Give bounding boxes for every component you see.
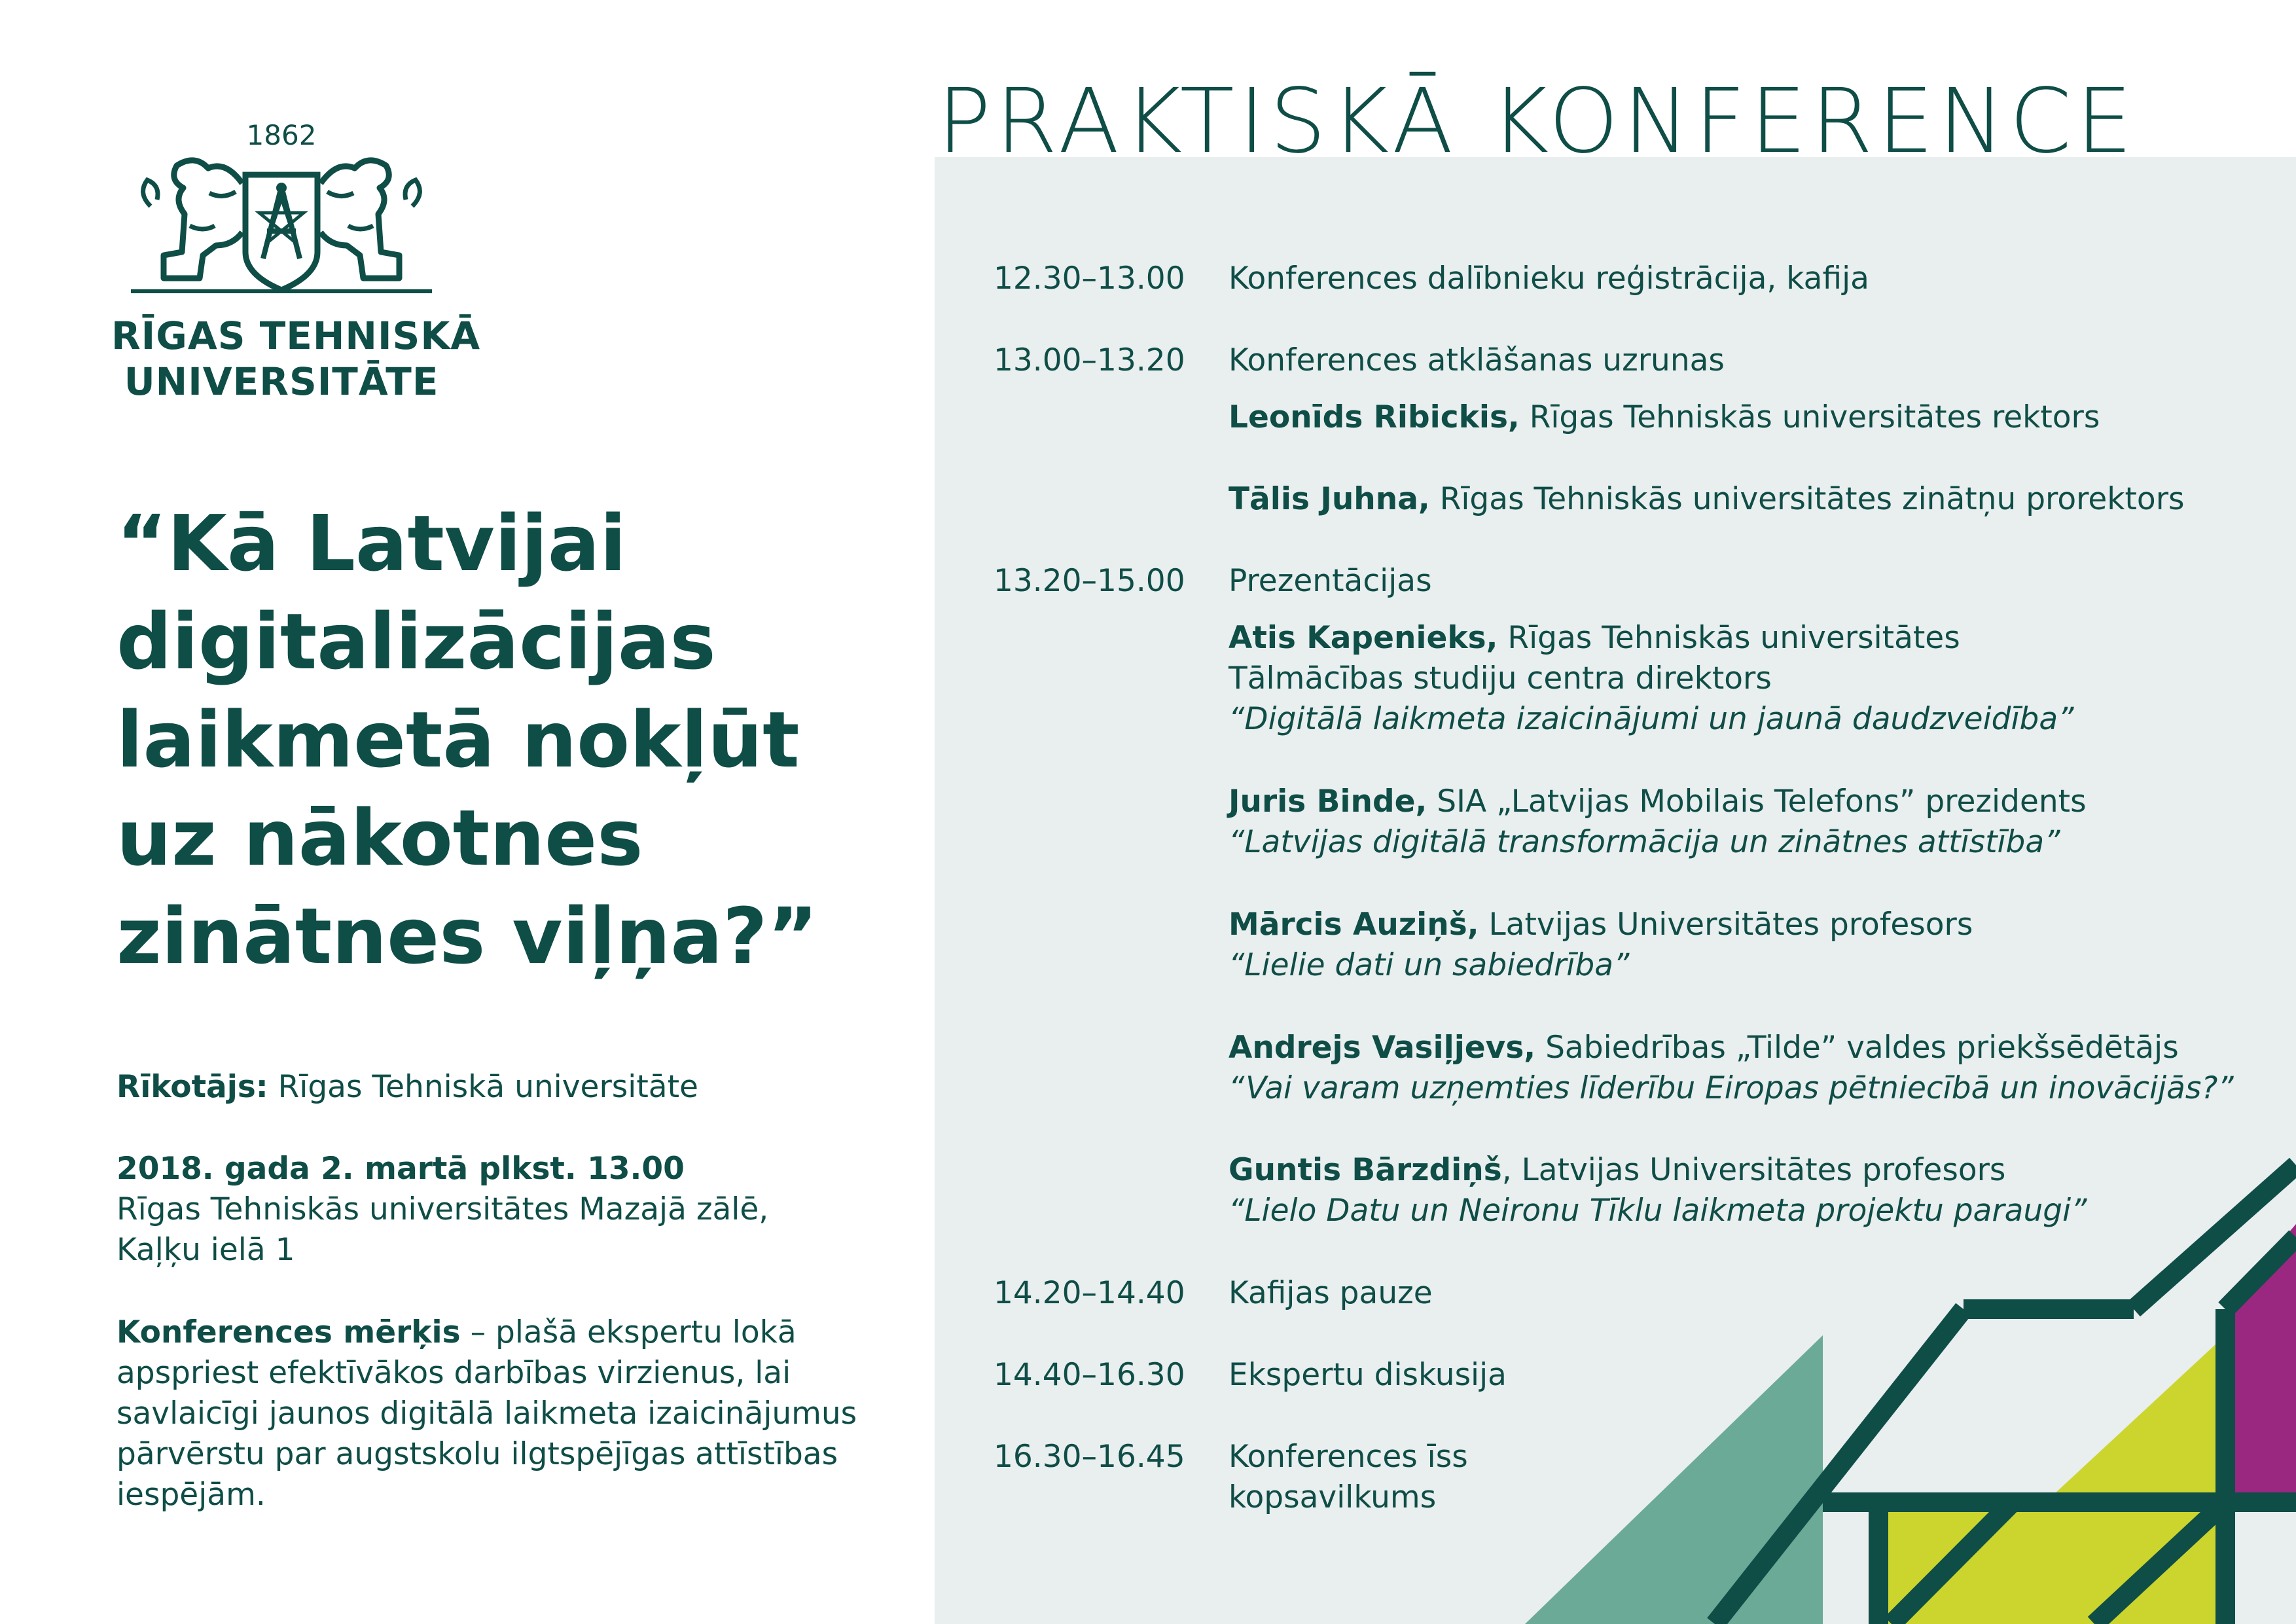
agenda-item: Kafijas pauze: [1229, 1275, 1433, 1311]
presenter-role: Tālmācības studiju centra direktors: [1229, 660, 1772, 696]
page-title: PRAKTISKĀ KONFERENCE: [937, 70, 2137, 173]
goal-label: Konferences mērķis: [117, 1314, 461, 1350]
agenda-item-line: kopsavilkums: [1229, 1479, 1437, 1515]
organizer-label: Rīkotājs:: [117, 1069, 268, 1105]
university-name-line1: RĪGAS TEHNISKĀ: [111, 314, 481, 358]
university-name: [111, 314, 481, 405]
goal-text: apspriest efektīvākos darbības virzienus, lai: [117, 1355, 791, 1391]
speaker-name: Tālis Juhna,: [1229, 481, 1430, 517]
university-logo: [111, 115, 481, 405]
presenter-name: Atis Kapenieks,: [1229, 620, 1498, 656]
headline-line: digitalizācijas: [117, 596, 716, 687]
organizer-info: [117, 1067, 698, 1108]
conference-headline: [117, 494, 902, 985]
presenter-entry: [1229, 618, 2074, 740]
agenda-item: Ekspertu diskusija: [1229, 1357, 1507, 1393]
headline-line: zinātnes viļņa?”: [117, 891, 818, 981]
presenter-name: Andrejs Vasiļjevs,: [1229, 1030, 1536, 1066]
agenda-time: 13.20–15.00: [994, 563, 1185, 599]
event-date: 2018. gada 2. martā plkst. 13.00: [117, 1151, 685, 1187]
presenter-role: Sabiedrības „Tilde” valdes priekšsēdētājs: [1535, 1030, 2179, 1066]
presenter-name: Juris Binde,: [1229, 784, 1427, 820]
date-venue-info: [117, 1149, 768, 1271]
green-shape: [1525, 1335, 1823, 1624]
agenda-item: Konferences atklāšanas uzrunas: [1229, 342, 1725, 378]
presenter-role: , Latvijas Universitātes profesors: [1501, 1152, 2006, 1188]
goal-text: pārvērstu par augstskolu ilgtspējīgas attīstības: [117, 1436, 838, 1472]
agenda-item: Prezentācijas: [1229, 563, 1432, 599]
presentation-title: “Digitālā laikmeta izaicinājumi un jaunā daudzveidība”: [1229, 701, 2074, 737]
presentation-title: “Latvijas digitālā transformācija un zinātnes attīstība”: [1229, 824, 2060, 860]
presenter-entry: [1229, 905, 1973, 986]
presenter-role: Latvijas Universitātes profesors: [1479, 907, 1973, 943]
goal-text: iespējām.: [117, 1477, 266, 1513]
speaker-name: Leonīds Ribickis,: [1229, 399, 1520, 435]
goal-text: – plašā ekspertu lokā: [460, 1314, 797, 1350]
presenter-name: Guntis Bārzdiņš: [1229, 1152, 1502, 1188]
presenter-name: Mārcis Auziņš,: [1229, 907, 1479, 943]
agenda-time: 14.20–14.40: [994, 1275, 1185, 1311]
presentation-title: “Lielie dati un sabiedrība”: [1229, 947, 1630, 983]
agenda-time: 16.30–16.45: [994, 1439, 1185, 1475]
presenter-entry: [1229, 782, 2087, 863]
presentation-title: “Vai varam uzņemties līderību Eiropas pētniecībā un inovācijās?”: [1229, 1070, 2234, 1106]
speaker-entry: [1229, 397, 2100, 438]
presenter-entry: [1229, 1028, 2234, 1109]
presenter-role: Rīgas Tehniskās universitātes: [1498, 620, 1960, 656]
agenda-item: [1229, 1437, 1468, 1518]
agenda-time: 14.40–16.30: [994, 1357, 1185, 1393]
decorative-graphic: [1525, 1139, 2296, 1624]
speaker-entry: [1229, 479, 2185, 520]
presentation-title: “Lielo Datu un Neironu Tīklu laikmeta projektu paraugi”: [1229, 1193, 2087, 1229]
crest-icon: [111, 115, 452, 304]
speaker-role: Rīgas Tehniskās universitātes rektors: [1519, 399, 2100, 435]
agenda-item: Konferences dalībnieku reģistrācija, kafija: [1229, 261, 1869, 297]
agenda-time: 13.00–13.20: [994, 342, 1185, 378]
venue-line1: Rīgas Tehniskās universitātes Mazajā zālē,: [117, 1191, 769, 1227]
agenda-item-line: Konferences īss: [1229, 1439, 1468, 1475]
headline-line: uz nākotnes: [117, 793, 643, 883]
university-name-line2: UNIVERSITĀTE: [124, 359, 439, 404]
headline-line: laikmetā nokļūt: [117, 695, 800, 785]
venue-line2: Kaļķu ielā 1: [117, 1232, 295, 1268]
presenter-role: SIA „Latvijas Mobilais Telefons” prezidents: [1427, 784, 2087, 820]
goal-info: [117, 1312, 902, 1515]
speaker-role: Rīgas Tehniskās universitātes zinātņu prorektors: [1429, 481, 2185, 517]
goal-text: savlaicīgi jaunos digitālā laikmeta izaicinājumus: [117, 1396, 857, 1432]
agenda-time: 12.30–13.00: [994, 261, 1185, 297]
logo-year: 1862: [246, 119, 317, 151]
organizer-value: Rīgas Tehniskā universitāte: [278, 1069, 698, 1105]
headline-line: “Kā Latvijai: [117, 498, 626, 588]
